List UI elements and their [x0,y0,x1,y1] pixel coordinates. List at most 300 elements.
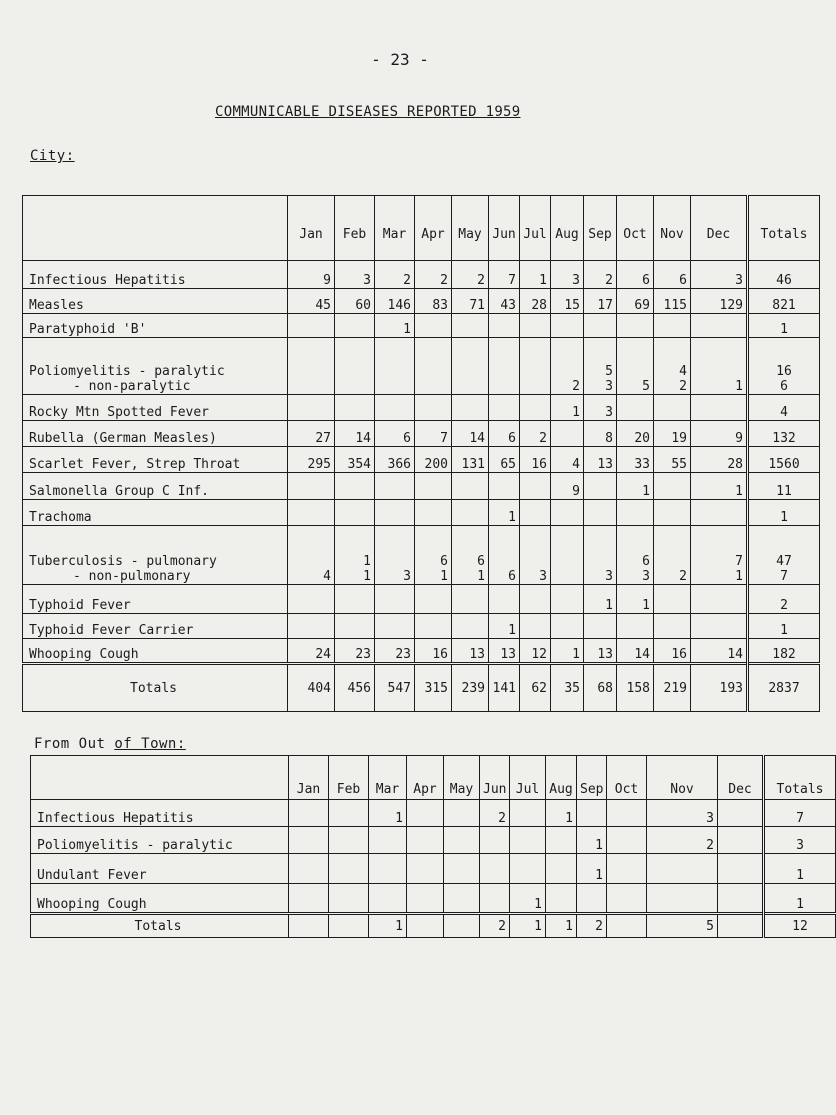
value-cell [375,314,415,338]
value-cell [288,614,335,639]
value-cell [452,500,489,526]
totals-value-text: 456 [347,680,371,696]
row-label-text: Whooping Cough [29,647,139,662]
value-text: 3 [605,569,613,584]
row-label [23,500,288,526]
value-cell [452,473,489,500]
value-cell [577,827,607,854]
value-cell [489,338,520,395]
totals-value-cell [654,664,691,712]
value-cell [617,314,654,338]
value-cell [584,473,617,500]
value-text: 2 [605,273,613,288]
value-cell [489,473,520,500]
value-cell [551,338,584,395]
table-row [23,585,820,614]
row-total-text: 1 [780,322,788,337]
table-row [23,289,820,314]
value-text: 200 [424,457,448,472]
value-cell [647,884,718,914]
table-row [23,447,820,473]
value-text: 1 [595,868,603,883]
value-text: 4 [572,457,580,472]
totals-value-text: 219 [663,680,687,696]
value-cell [288,395,335,421]
value-text: 295 [307,457,331,472]
value-cell [335,447,375,473]
month-header: Sep [584,196,617,261]
value-cell [375,421,415,447]
value-cell [415,614,452,639]
value-cell [654,500,691,526]
row-label [23,289,288,314]
value-text: 1 [572,647,580,662]
month-header: Feb [335,196,375,261]
month-header: Nov [647,756,718,800]
value-cell [654,421,691,447]
value-cell [288,639,335,664]
value-text: 13 [597,647,613,662]
table-row [23,526,820,585]
value-cell [551,395,584,421]
value-text: 2 [539,431,547,446]
value-cell [718,884,764,914]
value-cell [480,800,510,827]
report-title: COMMUNICABLE DISEASES REPORTED 1959 [215,104,521,120]
value-cell [691,338,748,395]
value-text: 2 [572,379,580,394]
value-cell [577,800,607,827]
value-cell [369,827,407,854]
value-text: 6 [403,431,411,446]
value-cell [452,395,489,421]
value-text: 16 [671,647,687,662]
value2-text: 1 [735,569,743,584]
value-cell [520,585,551,614]
value-cell [329,800,369,827]
totals-value-text: 35 [564,680,580,696]
value-text: 3 [706,811,714,826]
value-cell [375,639,415,664]
value-cell [607,884,647,914]
totals-value-cell [510,914,546,938]
totals-value-text: 158 [626,680,650,696]
value-cell [452,526,489,585]
value-text: 23 [395,647,411,662]
value-text: 1 [363,554,371,569]
table-row [23,500,820,526]
value-text: 9 [323,273,331,288]
value-cell [654,395,691,421]
value-cell [520,421,551,447]
row-label-text: Rubella (German Measles) [29,431,217,446]
totals-value-text: 315 [424,680,448,696]
totals-value-cell [289,914,329,938]
value-text: 115 [663,298,687,313]
totals-value-cell [584,664,617,712]
value-cell [489,395,520,421]
value2-text: 2 [679,379,687,394]
value-text: 129 [719,298,743,313]
row-label-text: Scarlet Fever, Strep Throat [29,457,241,472]
value-cell [369,854,407,884]
value-cell [415,447,452,473]
table-row [23,421,820,447]
table-row [31,800,836,827]
value-cell [691,395,748,421]
row-label-text: Typhoid Fever Carrier [29,623,194,638]
value-cell [335,614,375,639]
month-header: Aug [551,196,584,261]
row-label [23,338,288,395]
value-cell [520,314,551,338]
value-text: 23 [355,647,371,662]
row-total-text: 16 [776,364,792,379]
city-heading: City: [30,148,75,164]
out-of-town-heading-rest: of Town: [114,736,186,752]
value-cell [489,447,520,473]
value-text: 1 [595,838,603,853]
value-text: 15 [564,298,580,313]
value-cell [452,338,489,395]
row-label-text: Salmonella Group C Inf. [29,484,210,499]
value-cell [654,338,691,395]
totals-value-text: 404 [307,680,331,696]
row-total-text: 4 [780,405,788,420]
month-header: Oct [607,756,647,800]
row-total-text: 46 [776,273,792,288]
row-total-cell [748,639,820,664]
totals-value-cell [551,664,584,712]
totals-value-cell [546,914,577,938]
value-cell [288,289,335,314]
value-text: 2 [706,838,714,853]
value-text: 1 [565,811,573,826]
value-text: 1 [508,510,516,525]
row-total-cell [748,500,820,526]
value-text: 45 [315,298,331,313]
value-cell [551,447,584,473]
value-text: 20 [634,431,650,446]
value-cell [335,585,375,614]
value-cell [584,421,617,447]
value-cell [520,526,551,585]
month-header: Mar [375,196,415,261]
value-cell [444,827,480,854]
value-text: 43 [500,298,516,313]
out-of-town-heading-prefix: From Out [34,736,115,752]
value-text: 3 [605,405,613,420]
value-text: 2 [403,273,411,288]
totals-header: Totals [748,196,820,261]
totals-value-text: 2 [595,918,603,934]
value-cell [647,854,718,884]
row-label [23,395,288,421]
value-cell [551,421,584,447]
value-cell [288,261,335,289]
value-cell [546,800,577,827]
month-header: May [444,756,480,800]
row-total-cell [764,884,836,914]
totals-value-text: 239 [461,680,485,696]
value-cell [617,526,654,585]
month-header: Jun [480,756,510,800]
value-cell [654,526,691,585]
row-sublabel-text: - non-paralytic [73,379,191,394]
value-text: 12 [531,647,547,662]
value-cell [329,827,369,854]
totals-value-cell [335,664,375,712]
value-cell [654,585,691,614]
value-cell [584,447,617,473]
row-total-cell [764,854,836,884]
month-header: Apr [407,756,444,800]
table-row [23,261,820,289]
value-cell [489,289,520,314]
totals-value-cell [607,914,647,938]
value-cell [617,289,654,314]
value-cell [617,447,654,473]
value-text: 6 [477,554,485,569]
value-cell [584,261,617,289]
value-cell [520,614,551,639]
value-cell [654,639,691,664]
value-cell [551,585,584,614]
value-cell [489,639,520,664]
value-text: 71 [469,298,485,313]
row-label-text: Infectious Hepatitis [37,811,194,826]
month-header: Feb [329,756,369,800]
value-cell [452,585,489,614]
row-label [23,447,288,473]
value-cell [289,827,329,854]
value-text: 6 [642,554,650,569]
month-header: Jun [489,196,520,261]
table-row [23,639,820,664]
row-label [31,827,289,854]
value-cell [375,338,415,395]
value-text: 9 [572,484,580,499]
month-header: Dec [691,196,748,261]
row-total-cell [748,421,820,447]
value-cell [520,261,551,289]
row-total-text: 7 [796,811,804,826]
month-header: Aug [546,756,577,800]
value-text: 5 [605,364,613,379]
value-text: 1 [395,811,403,826]
totals-value-cell [288,664,335,712]
value-cell [288,421,335,447]
row-label [23,526,288,585]
value-cell [288,338,335,395]
value-cell [452,314,489,338]
corner-cell [31,756,289,800]
value-cell [691,314,748,338]
month-header: Apr [415,196,452,261]
value-cell [335,395,375,421]
value-cell [489,421,520,447]
value-text: 2 [679,569,687,584]
value-cell [647,800,718,827]
value-cell [718,800,764,827]
value-text: 366 [387,457,411,472]
value-cell [375,500,415,526]
value-cell [617,585,654,614]
value-text: 14 [634,647,650,662]
value-cell [415,314,452,338]
value-cell [288,447,335,473]
value-text: 146 [387,298,411,313]
row-total-cell [748,261,820,289]
value-text: 3 [735,273,743,288]
value-text: 24 [315,647,331,662]
row-total-text: 821 [772,298,796,313]
value-cell [415,289,452,314]
value-cell [489,526,520,585]
value-cell [480,827,510,854]
totals-value-text: 1 [395,918,403,934]
row-total-text: 3 [796,838,804,853]
value-text: 6 [508,569,516,584]
value-cell [607,827,647,854]
value-cell [654,447,691,473]
value-cell [617,338,654,395]
totals-value-text: 1 [565,918,573,934]
value-cell [546,827,577,854]
value-cell [452,447,489,473]
row-total-text: 132 [772,431,796,446]
value-cell [335,314,375,338]
value-cell [375,526,415,585]
table-row [31,854,836,884]
value-cell [335,289,375,314]
month-header: Sep [577,756,607,800]
row-total-cell [748,585,820,614]
value2-text: 1 [477,569,485,584]
row-label [23,314,288,338]
value-cell [584,289,617,314]
value-cell [375,289,415,314]
value-cell [415,261,452,289]
row-total-text: 2 [780,598,788,613]
value-text: 9 [735,431,743,446]
value-cell [288,526,335,585]
value-text: 2 [477,273,485,288]
value-text: 3 [539,569,547,584]
value-cell [444,854,480,884]
value-cell [335,261,375,289]
value-cell [480,884,510,914]
value-text: 14 [355,431,371,446]
value-cell [489,314,520,338]
table-row [23,338,820,395]
value-cell [691,585,748,614]
row-total-cell [748,526,820,585]
table-row [31,884,836,914]
row-label-text: Measles [29,298,84,313]
value-cell [335,639,375,664]
totals-value-text: 547 [387,680,411,696]
grand-total-cell [748,664,820,712]
row-total2-text: 6 [780,379,788,394]
value-text: 19 [671,431,687,446]
value-cell [415,395,452,421]
value-cell [718,827,764,854]
value-text: 2 [440,273,448,288]
value-cell [489,614,520,639]
value-cell [510,827,546,854]
value-text: 17 [597,298,613,313]
row-sublabel-text: - non-pulmonary [73,569,191,584]
row-label-text: Whooping Cough [37,897,147,912]
totals-value-text: 1 [534,918,542,934]
value-cell [369,884,407,914]
totals-value-text: 62 [531,680,547,696]
value-cell [584,314,617,338]
value-cell [415,639,452,664]
value-cell [335,473,375,500]
value2-text: 1 [363,569,371,584]
value-cell [617,500,654,526]
value2-text: 3 [605,379,613,394]
row-label-text: Undulant Fever [37,868,147,883]
totals-row [23,664,820,712]
value-cell [617,614,654,639]
header-row [23,196,820,261]
totals-value-cell [520,664,551,712]
totals-value-cell [369,914,407,938]
totals-label [31,914,289,938]
table-row [31,827,836,854]
value-cell [577,854,607,884]
value-text: 6 [642,273,650,288]
value-cell [520,289,551,314]
city-table [22,195,820,712]
out-of-town-table [30,755,836,938]
value-cell [452,639,489,664]
totals-label-text: Totals [130,680,177,696]
value-text: 55 [671,457,687,472]
row-total-cell [748,395,820,421]
month-header: Jul [510,756,546,800]
table-row [23,314,820,338]
value-cell [617,473,654,500]
value-cell [415,421,452,447]
value2-text: 3 [642,569,650,584]
row-label [23,421,288,447]
value-cell [452,614,489,639]
value-text: 13 [469,647,485,662]
value-text: 1 [642,484,650,499]
value-cell [444,884,480,914]
row-label-text: Paratyphoid 'B' [29,322,147,337]
value-text: 3 [572,273,580,288]
row-total-text: 182 [772,647,796,662]
value-cell [617,639,654,664]
value-cell [407,884,444,914]
value-text: 4 [679,364,687,379]
row-total-cell [748,338,820,395]
value-cell [289,800,329,827]
value-text: 14 [469,431,485,446]
totals-value-cell [480,914,510,938]
value-cell [289,884,329,914]
row-total-text: 1 [780,510,788,525]
row-label [23,639,288,664]
value-cell [584,395,617,421]
row-label-text: Poliomyelitis - paralytic [29,364,225,379]
value-text: 1 [539,273,547,288]
